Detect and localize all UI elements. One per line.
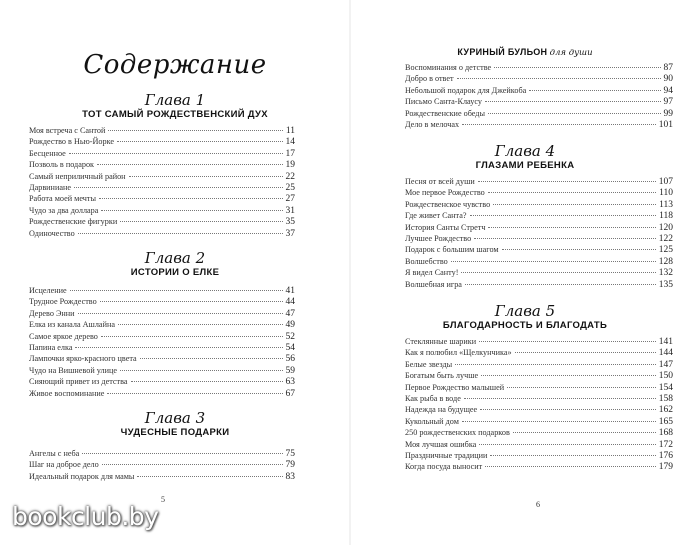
entry-page-number: 128 — [658, 256, 673, 267]
dot-leader — [478, 181, 656, 182]
entry-page-number: 75 — [285, 449, 295, 459]
entry-page-number: 25 — [285, 182, 295, 193]
entry-title: Надежда на будущее — [405, 405, 478, 415]
entry-title: Кукольный дом — [405, 416, 459, 426]
toc-entry — [405, 267, 673, 278]
toc-entry — [405, 347, 673, 358]
running-header-title: КУРИНЫЙ БУЛЬОН — [457, 47, 548, 57]
entry-page-number: 44 — [285, 297, 295, 308]
entry-title: Подарок с большим шагом — [405, 245, 499, 255]
dot-leader — [485, 466, 656, 467]
chapter-number: Глава 4 — [494, 142, 556, 160]
entry-page-number: 147 — [658, 359, 673, 370]
entry-page-number: 179 — [658, 462, 673, 473]
entry-title: Дело в мелочах — [405, 119, 460, 129]
entry-page-number: 135 — [658, 279, 673, 290]
chapter-1-entries — [29, 125, 295, 239]
toc-entry — [29, 308, 295, 319]
toc-entry — [405, 404, 673, 415]
dot-leader — [70, 290, 283, 291]
toc-entry — [405, 416, 673, 427]
dot-leader — [451, 261, 656, 262]
entry-title: История Санты Стретч — [405, 222, 486, 232]
toc-entry — [29, 285, 295, 296]
dot-leader — [99, 198, 283, 199]
toc-entry — [405, 382, 673, 393]
entry-title: Стеклянные шарики — [405, 337, 477, 346]
entry-title: Лампочки ярко-красного цвета — [29, 354, 137, 364]
toc-entry — [405, 244, 673, 255]
toc-entry — [405, 439, 673, 450]
dot-leader — [515, 352, 656, 353]
toc-entry — [405, 461, 673, 472]
entry-page-number: 59 — [285, 365, 295, 376]
entry-title: Богатым быть лучше — [405, 371, 479, 381]
toc-entry — [29, 319, 295, 330]
dot-leader — [107, 393, 282, 394]
entry-page-number: 67 — [285, 388, 295, 399]
dot-leader — [102, 464, 283, 465]
toc-entry — [405, 108, 673, 119]
continued-entries — [405, 62, 673, 130]
toc-entry — [405, 427, 673, 438]
entry-page-number: 118 — [659, 211, 673, 222]
entry-title: Ангелы с неба — [29, 449, 80, 458]
chapter-5-entries — [405, 336, 673, 473]
entry-title: Я видел Санту! — [405, 268, 459, 278]
dot-leader — [101, 210, 282, 211]
running-header — [350, 47, 700, 58]
toc-entry — [405, 222, 673, 233]
toc-entry — [29, 296, 295, 307]
dot-leader — [490, 455, 655, 456]
toc-entry — [405, 62, 673, 73]
toc-entry — [29, 171, 295, 182]
dot-leader — [481, 375, 656, 376]
toc-entry — [29, 228, 295, 239]
entry-title: Лучшее Рождество — [405, 233, 472, 243]
toc-entry — [29, 148, 295, 159]
dot-leader — [78, 233, 283, 234]
dot-leader — [101, 336, 283, 337]
toc-entry — [29, 182, 295, 193]
entry-page-number: 162 — [658, 405, 673, 416]
entry-page-number: 54 — [285, 342, 295, 353]
toc-entry — [29, 205, 295, 216]
toc-entry — [405, 119, 673, 130]
entry-title: Воспоминания о детстве — [405, 63, 492, 72]
dot-leader — [470, 215, 657, 216]
entry-title: Исцеление — [29, 286, 67, 295]
dot-leader — [507, 387, 656, 388]
chapter-2-heading — [0, 250, 350, 279]
toc-title: Содержание — [83, 50, 267, 80]
entry-title: Позволь в подарок — [29, 160, 95, 170]
toc-entry — [405, 336, 673, 347]
chapter-2-entries — [29, 285, 295, 399]
dot-leader — [78, 313, 283, 314]
chapter-name: ЧУДЕСНЫЕ ПОДАРКИ — [120, 427, 230, 438]
entry-title: Песня от всей души — [405, 177, 475, 186]
entry-page-number: 113 — [659, 199, 673, 210]
dot-leader — [488, 227, 655, 228]
entry-page-number: 132 — [658, 268, 673, 279]
dot-leader — [529, 90, 660, 91]
entry-page-number: 120 — [658, 222, 673, 233]
entry-title: Волшебная игра — [405, 279, 462, 289]
entry-page-number: 94 — [663, 85, 673, 96]
entry-page-number: 83 — [285, 471, 295, 482]
running-header-script: для души — [549, 48, 593, 58]
toc-entry — [405, 210, 673, 221]
toc-entry — [405, 450, 673, 461]
entry-page-number: 31 — [285, 205, 295, 216]
entry-page-number: 35 — [285, 217, 295, 228]
dot-leader — [465, 284, 656, 285]
entry-page-number: 99 — [663, 108, 673, 119]
chapter-name: ТОТ САМЫЙ РОЖДЕСТВЕНСКИЙ ДУХ — [82, 109, 268, 120]
chapter-3-entries — [29, 448, 295, 482]
page-number: 6 — [536, 500, 540, 509]
chapter-4-entries — [405, 176, 673, 290]
dot-leader — [485, 101, 661, 102]
dot-leader — [474, 238, 656, 239]
dot-leader — [129, 176, 283, 177]
chapter-number: Глава 3 — [144, 409, 206, 427]
entry-title: Рождество в Нью-Йорке — [29, 137, 114, 147]
entry-title: Идеальный подарок для мамы — [29, 471, 135, 481]
toc-entry — [29, 365, 295, 376]
entry-page-number: 37 — [285, 228, 295, 239]
toc-entry — [405, 176, 673, 187]
entry-title: Добро в ответ — [405, 74, 454, 84]
entry-title: Сияющий привет из детства — [29, 377, 128, 387]
entry-page-number: 17 — [285, 148, 295, 159]
dot-leader — [100, 301, 283, 302]
entry-page-number: 90 — [663, 74, 673, 85]
entry-page-number: 14 — [285, 137, 295, 148]
entry-title: Чудо за два доллара — [29, 205, 99, 215]
dot-leader — [455, 364, 656, 365]
toc-entry — [29, 342, 295, 353]
dot-leader — [462, 124, 656, 125]
dot-leader — [494, 67, 660, 68]
dot-leader — [117, 141, 283, 142]
watermark-logo: bookclub.by — [12, 502, 159, 531]
dot-leader — [118, 324, 283, 325]
entry-title: Дарвиниане — [29, 182, 71, 192]
toc-entry — [29, 448, 295, 459]
toc-entry — [405, 187, 673, 198]
entry-page-number: 141 — [658, 337, 673, 347]
dot-leader — [457, 78, 661, 79]
entry-page-number: 49 — [285, 320, 295, 331]
entry-title: Шаг на доброе дело — [29, 460, 99, 470]
dot-leader — [502, 249, 656, 250]
entry-title: Небольшой подарок для Джейкоба — [405, 85, 527, 95]
entry-page-number: 97 — [663, 97, 673, 108]
entry-title: Живое воспоминание — [29, 388, 105, 398]
entry-title: Когда посуда выносит — [405, 462, 483, 472]
entry-page-number: 158 — [658, 393, 673, 404]
dot-leader — [108, 130, 282, 131]
dot-leader — [82, 453, 282, 454]
toc-entry — [405, 233, 673, 244]
entry-title: Бесценное — [29, 148, 66, 158]
chapter-4-heading — [350, 143, 700, 172]
toc-entry — [29, 125, 295, 136]
entry-page-number: 107 — [658, 177, 673, 187]
entry-page-number: 101 — [658, 119, 673, 130]
dot-leader — [461, 272, 655, 273]
toc-entry — [29, 388, 295, 399]
toc-entry — [29, 193, 295, 204]
chapter-name: БЛАГОДАРНОСТЬ И БЛАГОДАТЬ — [442, 320, 608, 331]
toc-entry — [29, 331, 295, 342]
entry-page-number: 19 — [285, 160, 295, 171]
entry-page-number: 52 — [285, 331, 295, 342]
chapter-number: Глава 2 — [144, 249, 206, 267]
right-page — [350, 0, 700, 545]
dot-leader — [140, 358, 283, 359]
entry-title: Елка из канала Ашлайна — [29, 320, 115, 330]
entry-title: Первое Рождество малышей — [405, 382, 505, 392]
entry-page-number: 150 — [658, 371, 673, 382]
entry-page-number: 22 — [285, 171, 295, 182]
entry-title: Как рыба в воде — [405, 393, 461, 403]
toc-entry — [405, 393, 673, 404]
entry-title: Моя лучшая ошибка — [405, 439, 477, 449]
toc-entry — [405, 256, 673, 267]
chapter-3-heading — [0, 410, 350, 439]
dot-leader — [131, 381, 283, 382]
chapter-name: ГЛАЗАМИ РЕБЕНКА — [475, 160, 575, 171]
chapter-5-heading — [350, 303, 700, 332]
toc-entry — [405, 73, 673, 84]
entry-page-number: 154 — [658, 382, 673, 393]
dot-leader — [462, 421, 656, 422]
toc-entry — [29, 353, 295, 364]
entry-page-number: 41 — [285, 286, 295, 296]
entry-page-number: 144 — [658, 348, 673, 359]
chapter-number: Глава 1 — [144, 91, 206, 109]
entry-page-number: 63 — [285, 377, 295, 388]
dot-leader — [120, 221, 282, 222]
entry-title: Дерево Энни — [29, 308, 75, 318]
entry-title: Где живет Санта? — [405, 211, 467, 221]
entry-title: Письмо Санта-Клаусу — [405, 97, 482, 107]
dot-leader — [74, 187, 283, 188]
entry-title: Белые звезды — [405, 359, 453, 369]
entry-title: Моя встреча с Сантой — [29, 126, 106, 135]
toc-entry — [29, 459, 295, 470]
toc-entry — [405, 279, 673, 290]
toc-entry — [29, 376, 295, 387]
entry-title: Рождественское чувство — [405, 199, 491, 209]
entry-page-number: 172 — [658, 439, 673, 450]
toc-entry — [29, 159, 295, 170]
entry-title: 250 рождественских подарков — [405, 428, 510, 438]
entry-page-number: 122 — [658, 233, 673, 244]
toc-entry — [29, 216, 295, 227]
entry-title: Праздничные традиции — [405, 450, 488, 460]
dot-leader — [513, 432, 656, 433]
entry-title: Самое яркое дерево — [29, 331, 98, 341]
entry-page-number: 87 — [663, 63, 673, 73]
entry-title: Рождественские обеды — [405, 108, 485, 118]
entry-page-number: 79 — [285, 460, 295, 471]
toc-entry — [29, 136, 295, 147]
dot-leader — [464, 398, 656, 399]
entry-page-number: 56 — [285, 354, 295, 365]
entry-page-number: 125 — [658, 245, 673, 256]
toc-entry — [405, 370, 673, 381]
entry-title: Одиночество — [29, 228, 75, 238]
entry-page-number: 11 — [285, 126, 295, 136]
entry-page-number: 110 — [659, 188, 673, 199]
entry-title: Работа моей мечты — [29, 194, 96, 204]
toc-entry — [405, 96, 673, 107]
dot-leader — [75, 347, 282, 348]
dot-leader — [488, 113, 661, 114]
entry-title: Мое первое Рождество — [405, 188, 485, 198]
entry-title: Как я полюбил «Щелкунчика» — [405, 348, 512, 358]
entry-title: Чудо на Вишневой улице — [29, 365, 117, 375]
dot-leader — [479, 444, 655, 445]
entry-title: Папина елка — [29, 342, 73, 352]
chapter-number: Глава 5 — [494, 302, 556, 320]
chapter-1-heading — [0, 92, 350, 121]
page-number: 5 — [161, 495, 165, 504]
dot-leader — [120, 370, 283, 371]
entry-title: Самый неприличный район — [29, 171, 126, 181]
dot-leader — [97, 164, 282, 165]
entry-page-number: 47 — [285, 308, 295, 319]
dot-leader — [493, 204, 656, 205]
toc-entry — [405, 199, 673, 210]
entry-page-number: 168 — [658, 428, 673, 439]
entry-page-number: 176 — [658, 450, 673, 461]
entry-title: Рождественские фигурки — [29, 217, 118, 227]
dot-leader — [488, 192, 656, 193]
dot-leader — [480, 409, 656, 410]
toc-entry — [405, 359, 673, 370]
entry-page-number: 27 — [285, 194, 295, 205]
entry-page-number: 165 — [658, 416, 673, 427]
chapter-name: ИСТОРИИ О ЕЛКЕ — [130, 267, 220, 278]
dot-leader — [137, 476, 282, 477]
entry-title: Волшебство — [405, 256, 448, 266]
dot-leader — [69, 153, 283, 154]
dot-leader — [479, 341, 656, 342]
toc-entry — [29, 471, 295, 482]
toc-entry — [405, 85, 673, 96]
entry-title: Трудное Рождество — [29, 297, 97, 307]
